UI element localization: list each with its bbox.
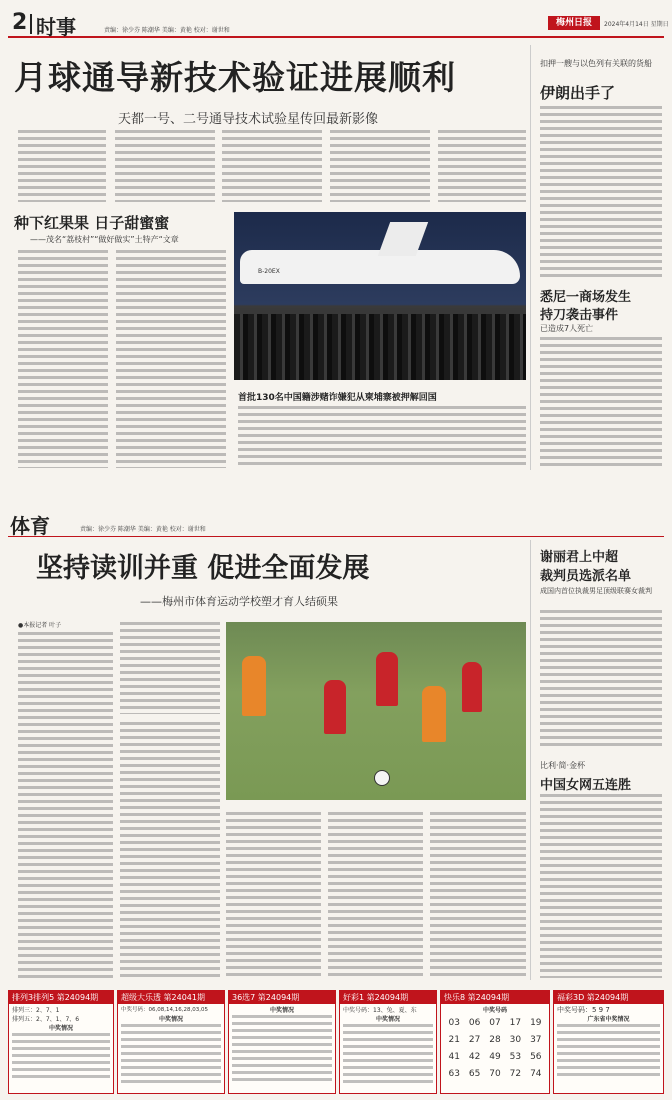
sports-right-headline-2: 中国女网五连胜 [540, 778, 632, 793]
lottery-title: 好彩1 第24094期 [340, 991, 436, 1004]
lottery-line: 中奖号码：06,08,14,16,28,03,05 [121, 1007, 208, 1013]
sports-body-col3 [226, 812, 321, 978]
feature-headline: 种下红果果 日子甜蜜蜜 [14, 214, 170, 232]
sports-body-col2b [120, 722, 220, 978]
kl8-number: 63 [448, 1069, 460, 1079]
lottery-title: 排列3排列5 第24094期 [9, 991, 113, 1004]
page-number-divider [30, 14, 32, 34]
page-number: 2 [12, 10, 28, 35]
lead-body-col4 [330, 130, 430, 202]
lead-body-col5 [438, 130, 526, 202]
sports-right-headline-1a: 谢丽君上中超 [540, 550, 619, 565]
sports-body-col5 [430, 812, 526, 978]
kl8-number: 03 [448, 1018, 460, 1028]
player-red-2 [376, 652, 398, 706]
masthead [8, 10, 669, 39]
sports-right-body-1 [540, 610, 662, 748]
kl8-number: 27 [468, 1035, 481, 1045]
lottery-table [343, 1024, 433, 1084]
player-orange-1 [242, 656, 266, 716]
lead-body-col1 [18, 130, 106, 202]
lead-photo [234, 212, 526, 380]
lottery-title: 快乐8 第24094期 [441, 991, 549, 1004]
lottery-table [121, 1024, 221, 1084]
lottery-36x7 [228, 990, 336, 1094]
kl8-number: 70 [489, 1069, 501, 1079]
kl8-number: 49 [489, 1052, 501, 1062]
lottery-title: 超级大乐透 第24041期 [118, 991, 224, 1004]
kl8-number: 53 [509, 1052, 522, 1062]
kl8-number: 07 [489, 1018, 501, 1028]
sports-column-rule [530, 540, 531, 980]
kl8-number: 65 [468, 1069, 481, 1079]
lead-subhead: 天都一号、二号通导技术试验星传回最新影像 [118, 112, 379, 127]
sports-subhead: ——梅州市体育运动学校塑才育人结硕果 [140, 595, 338, 608]
sports-body-col2 [120, 622, 220, 714]
sports-photo [226, 622, 526, 800]
crowd [234, 314, 526, 380]
sports-editors: 责编：徐少芬 陈潮华 美编：黄艳 校对：谢世和 [80, 526, 206, 533]
feature-body-col1 [18, 250, 108, 468]
lottery-haocai1 [339, 990, 437, 1094]
lottery-title: 36选7 第24094期 [229, 991, 335, 1004]
right-body-2 [540, 337, 662, 468]
sports-right-sub-1: 成国内首位执裁男足顶级联赛女裁判 [540, 587, 652, 595]
lottery-kl8 [440, 990, 550, 1094]
sports-section-title: 体育 [10, 514, 50, 538]
kl8-number: 42 [468, 1052, 481, 1062]
lead-body-col2 [115, 130, 215, 202]
kl8-number: 37 [530, 1035, 542, 1045]
lottery-table [557, 1024, 660, 1080]
sports-right-kicker-2: 比利·简·金杯 [540, 761, 586, 770]
kl8-number: 30 [509, 1035, 522, 1045]
logo-text: 梅州日报 [555, 18, 592, 28]
player-red-3 [462, 662, 482, 712]
lottery-p3p5 [8, 990, 114, 1094]
lottery-line: 中奖情况 [48, 1025, 73, 1032]
section-title: 时事 [36, 15, 76, 39]
right-headline-2b: 持刀袭击事件 [540, 308, 619, 323]
lead-photo-caption: 首批130名中国籍涉赌诈嫌犯从柬埔寨被押解回国 [238, 393, 437, 403]
caption-story-body [238, 406, 526, 468]
kl8-number: 56 [530, 1052, 542, 1062]
kl8-number: 28 [489, 1035, 501, 1045]
lottery-line: 中奖情况 [269, 1007, 294, 1014]
kl8-number: 74 [530, 1069, 542, 1079]
sports-right-body-2 [540, 794, 662, 978]
sports-rule [8, 536, 664, 537]
lottery-line: 中奖号码：13、兔、夏、东 [343, 1007, 417, 1014]
sports-headline: 坚持读训并重 促进全面发展 [36, 553, 370, 584]
lottery-title: 福彩3D 第24094期 [554, 991, 663, 1004]
editors-line: 责编：徐少芬 陈潮华 美编：黄艳 校对：谢世和 [104, 27, 230, 34]
player-red-1 [324, 680, 346, 734]
lottery-line: 广东省中奖情况 [587, 1016, 630, 1023]
right-sub-2: 已造成7人死亡 [540, 324, 594, 333]
kl8-number: 72 [509, 1069, 522, 1079]
lottery-line: 中奖情况 [158, 1016, 183, 1023]
right-headline-1: 伊朗出手了 [540, 84, 616, 102]
lottery-line: 中奖号码：5 9 7 [557, 1006, 610, 1014]
feature-body-col2 [116, 250, 226, 468]
kl8-number: 21 [448, 1035, 460, 1045]
lottery-line: 中奖情况 [375, 1016, 400, 1023]
feature-subhead: ——茂名“荔枝村”“做好做实”土特产“文章 [30, 235, 179, 244]
sports-byline: ●本报记者 叶子 [18, 622, 62, 629]
aircraft-registration: B-20EX [258, 268, 280, 275]
kl8-number: 41 [448, 1052, 460, 1062]
lottery-3d [553, 990, 664, 1094]
player-orange-2 [422, 686, 446, 742]
sports-body-col4 [328, 812, 423, 978]
right-kicker: 扣押一艘与以色列有关联的货船 [540, 59, 652, 68]
sports-right-headline-1b: 裁判员选派名单 [540, 569, 632, 584]
column-rule [530, 45, 531, 470]
lottery-dlt [117, 990, 225, 1094]
lottery-table [12, 1033, 110, 1081]
lead-headline: 月球通导新技术验证进展顺利 [14, 58, 456, 97]
lottery-table [232, 1015, 332, 1083]
lottery-line: 排列三：2、7、1 [12, 1007, 60, 1014]
sports-body-col1 [18, 632, 113, 978]
issue-date: 2024年4月14日 星期日 [604, 21, 669, 28]
right-body-1 [540, 106, 662, 278]
kl8-number-grid [444, 1015, 546, 1083]
kl8-number: 06 [468, 1018, 481, 1028]
kl8-number: 17 [509, 1018, 522, 1028]
lottery-line: 排列五：2、7、1、7、6 [12, 1016, 80, 1023]
kl8-number: 19 [530, 1018, 542, 1028]
football [374, 770, 390, 786]
newspaper-logo [548, 16, 600, 30]
lead-body-col3 [222, 130, 322, 202]
right-headline-2a: 悉尼一商场发生 [540, 290, 632, 305]
lottery-line: 中奖号码 [482, 1007, 507, 1014]
